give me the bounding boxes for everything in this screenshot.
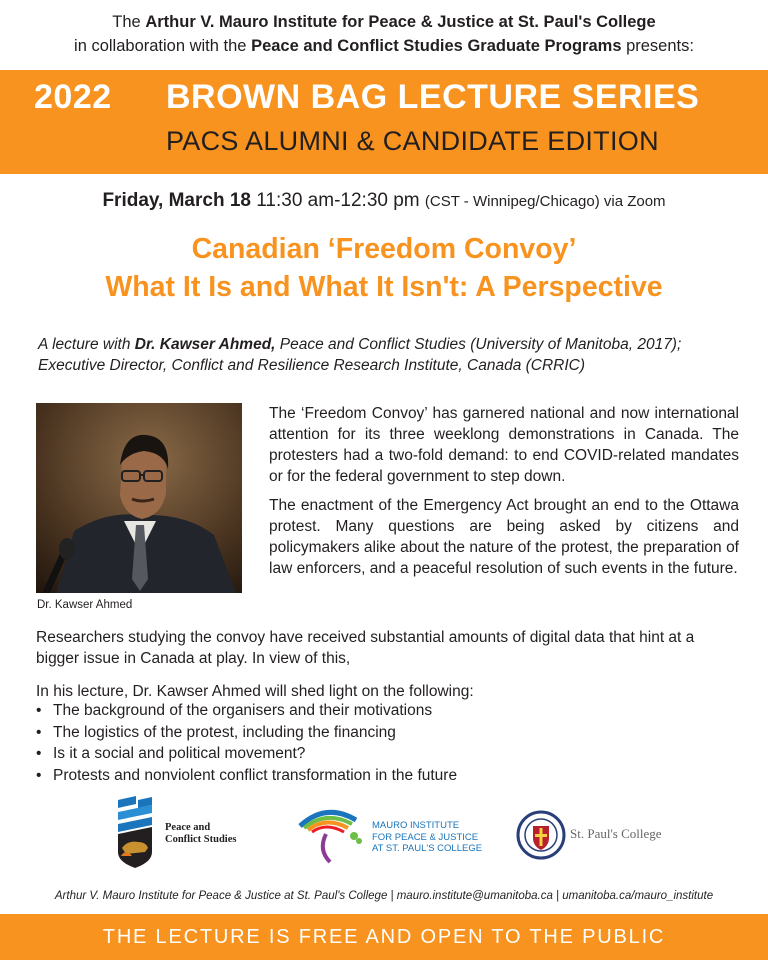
event-time: 11:30 am-12:30 pm	[256, 190, 420, 211]
intro-line-2: in collaboration with the Peace and Conflict Studies Graduate Programs presents:	[74, 37, 694, 55]
intro-line-1: The Arthur V. Mauro Institute for Peace & Justice at St. Paul's College	[112, 13, 656, 31]
pacs-shield-icon	[112, 796, 162, 870]
speaker-affiliation: Executive Director, Conflict and Resilience Research Institute, Canada (CRRIC)	[38, 357, 586, 374]
stpauls-logo-text: St. Paul's College	[570, 826, 662, 841]
list-item: • The logistics of the protest, including the financing	[36, 723, 396, 741]
list-item: • Protests and nonviolent conflict transformation in the future	[36, 766, 458, 784]
list-item: • The background of the organisers and their motivations	[36, 702, 433, 719]
lecture-title-line-2: What It Is and What It Isn't: A Perspective	[105, 271, 663, 303]
mauro-dove-icon	[296, 806, 366, 866]
program-name: Peace and Conflict Studies Graduate Programs	[251, 37, 622, 55]
free-public-banner: THE LECTURE IS FREE AND OPEN TO THE PUBLIC	[0, 914, 768, 960]
speaker-name: Dr. Kawser Ahmed,	[134, 336, 276, 353]
lecture-description	[269, 403, 739, 587]
presenter-intro	[0, 10, 768, 58]
banner-year: 2022	[34, 78, 112, 116]
event-timezone: (CST - Winnipeg/Chicago) via Zoom	[424, 193, 666, 210]
banner-edition: PACS ALUMNI & CANDIDATE EDITION	[166, 126, 659, 156]
pacs-logo-text: Peace and Conflict Studies	[165, 822, 237, 845]
event-dateline	[0, 190, 768, 212]
event-day: Friday, March 18	[102, 190, 251, 211]
list-item: • Is it a social and political movement?	[36, 745, 306, 762]
partner-logos	[0, 790, 768, 880]
series-banner	[0, 70, 768, 174]
lecture-title	[0, 230, 768, 306]
stpauls-seal-icon	[516, 810, 566, 860]
mauro-logo-text: MAURO INSTITUTE FOR PEACE & JUSTICE AT ST. PAUL'S COLLEGE	[372, 820, 483, 854]
lecture-title-line-1: Canadian ‘Freedom Convoy’	[191, 233, 577, 265]
description-paragraph-3: Researchers studying the convoy have received substantial amounts of digital data that hint at a bigger issue in Canada at play. In view of this,	[36, 629, 695, 667]
topics-intro: In his lecture, Dr. Kawser Ahmed will shed light on the following:	[36, 683, 474, 700]
institute-name: Arthur V. Mauro Institute for Peace & Justice at St. Paul's College	[145, 13, 656, 31]
speaker-photo	[36, 403, 242, 593]
contact-line: Arthur V. Mauro Institute for Peace & Justice at St. Paul's College | mauro.institute@umanitoba.ca | umanitoba.ca/mauro_institute	[54, 890, 714, 902]
topics-list	[36, 700, 457, 786]
photo-caption: Dr. Kawser Ahmed	[37, 599, 133, 611]
description-paragraph-1: The ‘Freedom Convoy’ has garnered national and now international attention for its three weeklong demonstrations in Canada. The protesters had a two-fold demand: to end COVID-related mandates or for the federal government to step down.	[269, 405, 739, 485]
description-paragraph-2: The enactment of the Emergency Act brought an end to the Ottawa protest. Many questions are being asked by citizens and policymakers alike about the nature of the protest, the preparation of law enforcers, and a peaceful resolution of such events in the future.	[269, 497, 739, 577]
speaker-byline: A lecture with Dr. Kawser Ahmed, Peace and Conflict Studies (University of Manitoba, 2017); Executive Director, Conflict and Resilience Research Institute, Canada (CRRIC)	[38, 334, 738, 376]
banner-series-title: BROWN BAG LECTURE SERIES	[166, 78, 700, 116]
